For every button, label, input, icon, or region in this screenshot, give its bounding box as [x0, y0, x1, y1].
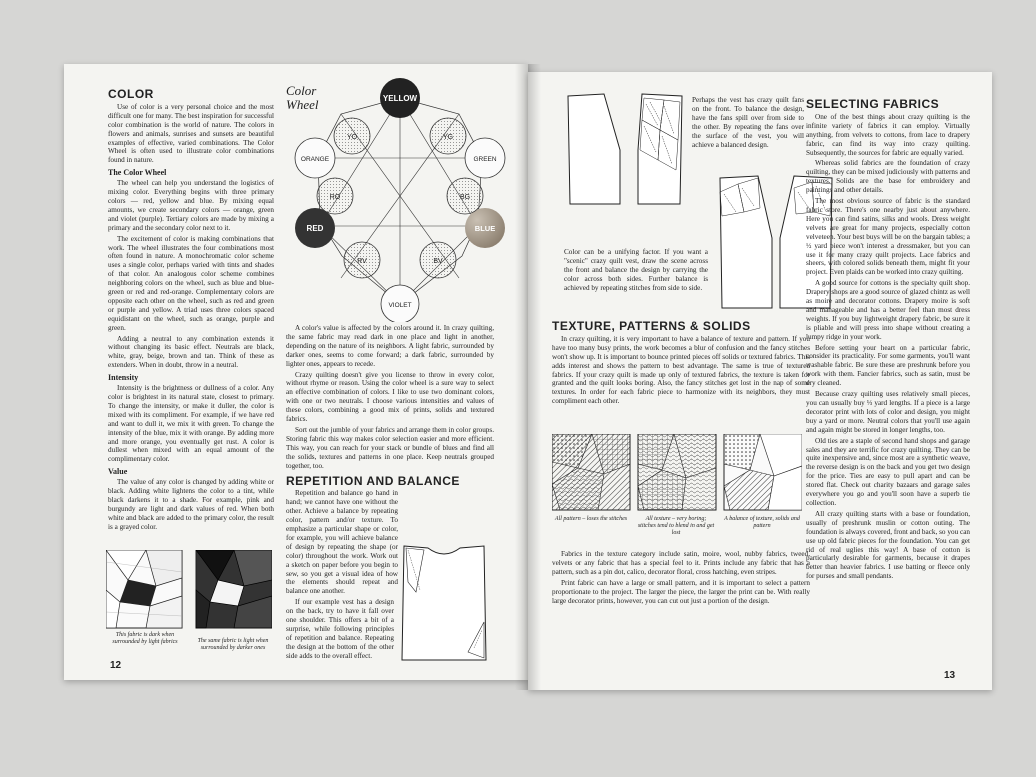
repetition-paragraph-1: Repetition and balance go hand in hand; we cannot have one without the other. Achieve a balance by repeating color, pattern and/or texture. To emphasize a particular shape or color, for example, you will achieve balance of design by repeating the shape (or color) throughout the work. Work out a sketch on paper before you begin to sew, so you get a visual idea of how the elements should repeat and balance one another.	[286, 489, 398, 596]
swatch-caption-texture: All texture – very boring; stitches tend to blend in and get lost	[637, 516, 715, 536]
dark-surround-swatch	[196, 550, 272, 628]
svg-text:RED: RED	[306, 224, 324, 233]
svg-text:RV: RV	[357, 258, 367, 265]
mid-paragraph-3: Sort out the jumble of your fabrics and arrange them in color groups. Storing fabric this way makes color selection easier and more efficient. This way, you can reach for your stack or bundle of blues and find all the solids, textures and patterns in one place. Keep neutrals grouped together, too.	[286, 425, 494, 470]
select-paragraph-1: One of the best things about crazy quilting is the infinite variety of fabrics it can employ. Virtually anything, from velvets to cottons, from lace to drapery fabric, can find its way into crazy quilting. Subsequently, the sources for fabric are equally varied.	[806, 112, 970, 157]
blue-circle	[465, 208, 505, 248]
svg-text:YG: YG	[442, 134, 454, 141]
ro-circle	[317, 178, 353, 214]
repetition-heading: REPETITION AND BALANCE	[286, 473, 460, 488]
wheel-title-line-2: Wheel	[286, 97, 319, 112]
yellow-circle	[380, 78, 420, 118]
color-paragraph: Use of color is a very personal choice and the most difficult one for many. The best inspiration for successful color combination is the world of nature. The colors in flowers and animals, sunrises and sunsets are beautiful examples of effective, varied combinations. The Color Wheel is often used to illustrate color combinations found in nature.	[108, 102, 274, 165]
right-page-number: 13	[944, 670, 956, 681]
texture-column-2	[552, 550, 810, 607]
vest-text-2: Color can be a unifying factor. If you want a "scenic" crazy quilt vest, draw the scene across the front and balance the design by carrying the color across both sides. Further balance is achieved by repeating stitches from side to side.	[564, 248, 708, 292]
mid-paragraph-2: Crazy quilting doesn't give you license to throw in every color, without rhyme or reason. Using the color wheel is a sure way to select an effective combination of colors. I like to use two dominant colors, with one or two neutrals. I choose various intensities and values of these colors, combining a good mix of prints, solids and textured fabrics.	[286, 370, 494, 424]
light-surround-swatch	[106, 550, 182, 628]
swatch-caption-light: The same fabric is light when surrounded by darker ones	[197, 638, 269, 651]
select-paragraph-4: A good source for cottons is the specialty quilt shop. Drapery shops are a good source of glazed chintz as well as moire and decorator cottons. Drapery moire is soft and manageable and has a better feel than most dress weights. If you buy lightweight drapery fabric, be sure it is pliable and will press into shape without creating a lumpy ridge in your work.	[806, 279, 970, 341]
mid-paragraph-1: A color's value is affected by the colors around it. In crazy quilting, the same fabric may read dark in one place and light in another, depending on the nature of its neighbors. A light fabric, surrounded by darker ones, seems to come forward; a dark fabric, surrounded by lighter ones, appears to recede.	[286, 324, 494, 368]
wheel-paragraph-2: The excitement of color is making combinations that work. The wheel illustrates the four combinations most often found in nature. A monochromatic color scheme uses a single color, perhaps varied with tints and shades of that color. An analogous color scheme combines neighboring colors on the wheel, such as blue and blue-green or red and red-orange. Complementary colors are opposite each other on the wheel, such as red and green or purple and yellow. A triad uses three colors spaced equidistant on the wheel, such as orange, purple and green.	[108, 234, 274, 332]
select-paragraph-5: Before setting your heart on a particular fabric, consider its practicality. For some garments, you'll want washable fabric. Be sure these are preshrunk before you work with them. Fancier fabrics, such as satin, must be dry cleaned.	[806, 343, 970, 388]
bg-circle	[447, 178, 483, 214]
vest-text-1: Perhaps the vest has crazy quilt fans on the front. To balance the design, have the fans spill over from side to the other. By repeating the fans over the surface of the vest, you will achieve a balanced design.	[692, 96, 804, 149]
svg-text:BG: BG	[459, 194, 471, 201]
intensity-paragraph: Intensity is the brightness or dullness of a color. Any color is brightest in its natural state, closest to primary. To change the intensity, or make it duller, the color is mixed with its compliment. For example, if we have red and want to dull it, we mix it with green. To change the intensity of the blue, mix it with orange. By adding more and more orange, you eventually get rust. A color is dullest when mixed with an equal amount of the complimentary color.	[108, 384, 274, 464]
violet-circle	[381, 285, 419, 322]
red-circle	[295, 208, 335, 248]
rv-circle	[344, 242, 380, 278]
svg-text:GREEN: GREEN	[473, 156, 497, 163]
svg-text:BLUE: BLUE	[474, 224, 496, 233]
swatch-caption-balance: A balance of texture, solids and pattern	[724, 516, 800, 529]
left-page-number: 12	[110, 660, 122, 671]
texture-heading: TEXTURE, PATTERNS & SOLIDS	[552, 319, 751, 333]
yg-circle	[430, 118, 466, 154]
svg-text:VIOLET: VIOLET	[388, 302, 412, 309]
right-page	[528, 72, 992, 690]
wheel-paragraph-3: Adding a neutral to any combination extends it without changing its basic effect. Neutrals are black, white, gray, beige, brown and tan. Think of these as extenders. When in doubt, throw in a neutral.	[108, 334, 274, 370]
svg-text:YELLOW: YELLOW	[382, 94, 418, 103]
texture-paragraph-1: In crazy quilting, it is very important to have a balance of texture and pattern. If you have too many busy prints, the work becomes a blur of confusion and the fancy stitches won't show up. It is important to bounce printed pieces off solids or textured fabrics. This adds interest and shows the pattern to best advantage. The same is true of textured fabrics. If your crazy quilt is made up only of textured fabrics, the texture is taken for granted and the quilt looks boring. Also, the fancy stitches get lost in the nap of some textures. In order for each fabric piece to harmonize with its neighbors, they must compliment each other.	[552, 334, 810, 406]
vest-back-drawing	[394, 542, 494, 666]
bv-circle	[420, 242, 456, 278]
texture-paragraph-3: Print fabric can have a large or small pattern, and it is important to select a pattern proportionate to the project. The larger the piece, the larger the print can be. With really large decorator prints, however, you can cut out just a portion of the design.	[552, 578, 810, 605]
texture-swatches	[552, 434, 802, 518]
wheel-paragraph-1: The wheel can help you understand the logistics of mixing color. Everything begins with three primary colors — red, yellow and blue. By mixing equal amounts, we create secondary colors — orange, green and violet (purple). Tertiary colors are made by mixing a primary and the secondary color next to it.	[108, 179, 274, 232]
color-column	[108, 87, 274, 534]
selecting-heading: SELECTING FABRICS	[806, 97, 940, 111]
all-pattern-swatch	[552, 434, 630, 510]
wheel-title-line-1: Color	[286, 83, 317, 98]
select-paragraph-6: Because crazy quilting uses relatively small pieces, you can usually buy ⅓ yard lengths. If a piece is a large decorator print with lots of color and design, you might buy a yard or more. Neutral colors that you'll use again and again might be stored in longer lengths, too.	[806, 390, 970, 434]
select-paragraph-8: All crazy quilting starts with a base or foundation, usually of preshrunk muslin or cotton outing. The foundation is always covered, front and back, so you can use up old fabric pieces for the foundation. You can get rid of real uglies this way! A base of cotton is particularly desirable for garments, because it drapes better than heavier fabrics. I use batting or fleece only for purses and small pendants.	[806, 509, 970, 581]
selecting-column	[806, 97, 970, 583]
repetition-paragraph-2: If our example vest has a design on the back, try to have it fall over one shoulder. This offers a bit of a surprise, while following principles of repetition and balance. Repeating the design at the bottom of the other side adds to the overall effect.	[286, 598, 394, 660]
select-paragraph-3: The most obvious source of fabric is the standard fabric store. There's one nearby just about anywhere. Here you can find satins, silks and wools. Dress weight velvets are great for many projects, especially cotton velveteen. Your best buys will be on the bargain tables; a ½ yard piece won't interest a dressmaker, but you can use it for many crazy quilt projects. Lace fabrics and sheers, with colored solids beneath them, might fit your project. Even plaids can be worked into crazy quilting.	[806, 197, 970, 277]
yo-circle	[334, 118, 370, 154]
texture-column	[552, 319, 810, 408]
swatch-caption-dark: This fabric is dark when surrounded by light fabrics	[112, 632, 178, 645]
select-paragraph-7: Old ties are a staple of second hand shops and garage sales and they are terrific for crazy quilting. They can be quite inexpensive and, since most are a synthetic weave, the reverse design is on the back and you get two design for the price. Ties are easy to pull apart and can be stored flat. Check out charity bazaars and garage sales everywhere you go and you'll soon have a superb tie collection.	[806, 436, 970, 507]
select-paragraph-2: Whereas solid fabrics are the foundation of crazy quilting, they can be mixed judiciously with patterns and textures. Solids are the base for embroidery and paintings and other details.	[806, 159, 970, 195]
svg-text:YO: YO	[346, 134, 358, 141]
green-circle	[465, 138, 505, 178]
balanced-swatch	[724, 434, 802, 510]
texture-paragraph-2: Fabrics in the texture category include satin, moire, wool, nubby fabrics, tweed, velvets or any fabric that has a special feel to it. Prints include any fabric that has a pattern, such as a pin dot, calico, decorator floral, cross hatching, even stripes.	[552, 550, 810, 576]
left-page	[64, 64, 528, 680]
book-gutter	[515, 64, 541, 690]
color-wheel-subheading: The Color Wheel	[108, 168, 167, 178]
color-heading: COLOR	[108, 87, 154, 101]
orange-circle	[295, 138, 335, 178]
svg-text:RO: RO	[329, 194, 341, 201]
svg-text:ORANGE: ORANGE	[300, 156, 330, 163]
value-subheading: Value	[108, 467, 128, 477]
intensity-subheading: Intensity	[108, 373, 139, 383]
svg-text:BV: BV	[433, 258, 443, 265]
swatch-caption-pattern: All pattern – loses the stitches	[554, 516, 628, 522]
value-swatches	[106, 550, 272, 644]
value-paragraph: The value of any color is changed by adding white or black. Adding white lightens the color to a tint, while black darkens it to a shade. For example, pink and burgundy are light and dark values of red. When both white and black are added to the primary color, the result is a grayed color.	[108, 478, 274, 531]
color-wheel-diagram	[290, 78, 510, 322]
all-texture-swatch	[638, 434, 716, 510]
